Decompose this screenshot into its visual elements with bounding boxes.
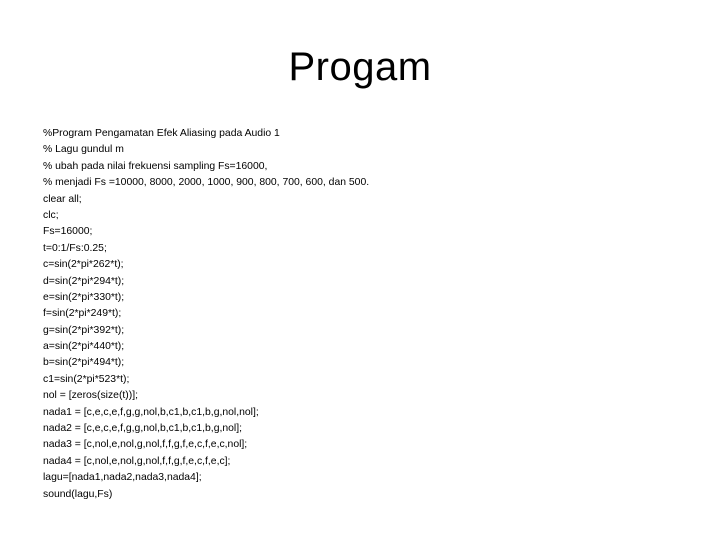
code-line: lagu=[nada1,nada2,nada3,nada4];: [43, 472, 202, 484]
code-line: e=sin(2*pi*330*t);: [43, 291, 125, 303]
code-line: Fs=16000;: [43, 226, 93, 238]
code-line: % Lagu gundul m: [43, 144, 124, 156]
code-line: % ubah pada nilai frekuensi sampling Fs=16000,: [43, 160, 268, 172]
code-line: d=sin(2*pi*294*t);: [43, 275, 125, 287]
code-listing: [43, 126, 703, 503]
code-line: a=sin(2*pi*440*t);: [43, 341, 125, 353]
code-line: clc;: [43, 209, 59, 221]
code-line: sound(lagu,Fs): [43, 488, 113, 500]
code-line: nada2 = [c,e,c,e,f,g,g,nol,b,c1,b,c1,b,g,nol];: [43, 423, 243, 435]
code-line: t=0:1/Fs:0.25;: [43, 242, 107, 254]
code-line: c=sin(2*pi*262*t);: [43, 259, 124, 271]
code-line: f=sin(2*pi*249*t);: [43, 308, 122, 320]
code-line: b=sin(2*pi*494*t);: [43, 357, 125, 369]
slide-title: Progam: [288, 45, 432, 89]
code-line: %Program Pengamatan Efek Aliasing pada Audio 1: [43, 128, 280, 139]
code-line: nada1 = [c,e,c,e,f,g,g,nol,b,c1,b,c1,b,g,nol,nol];: [43, 406, 259, 418]
code-line: clear all;: [43, 193, 82, 205]
code-line: % menjadi Fs =10000, 8000, 2000, 1000, 900, 800, 700, 600, dan 500.: [43, 177, 370, 189]
code-line: g=sin(2*pi*392*t);: [43, 324, 125, 336]
code-line: c1=sin(2*pi*523*t);: [43, 373, 130, 385]
code-line: nada4 = [c,nol,e,nol,g,nol,f,f,g,f,e,c,f,e,c];: [43, 455, 231, 467]
code-line: nol = [zeros(size(t))];: [43, 390, 138, 402]
code-line: nada3 = [c,nol,e,nol,g,nol,f,f,g,f,e,c,f,e,c,nol];: [43, 439, 248, 451]
